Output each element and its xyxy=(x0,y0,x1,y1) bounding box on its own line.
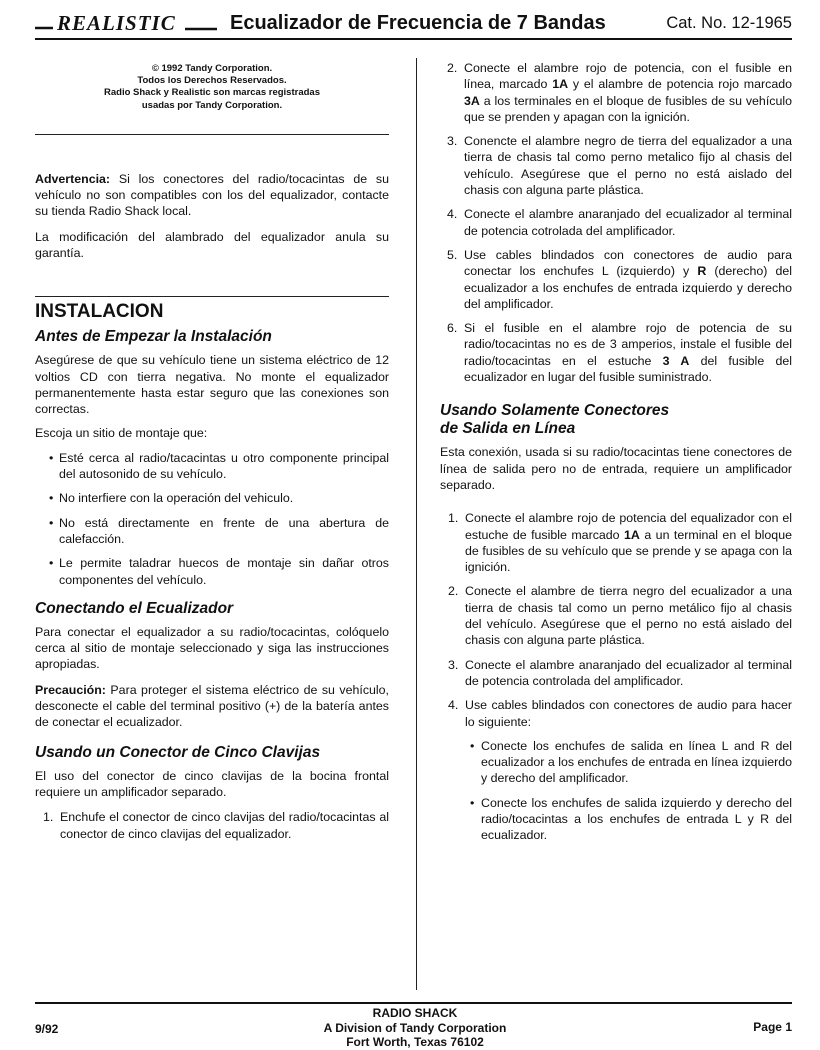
copyright-line: © 1992 Tandy Corporation. xyxy=(151,63,273,74)
step-text: Conecte el alambre anaranjado del ecualizador al terminal de potencia cotrolada del amplificador. xyxy=(464,207,792,238)
footer-line: Fort Worth, Texas 76102 xyxy=(346,1035,484,1049)
step-number: 2. xyxy=(447,61,458,75)
list-item xyxy=(35,515,389,548)
linea-heading-line: Usando Solamente Conectores xyxy=(440,402,670,420)
realistic-logo xyxy=(35,12,217,36)
copyright-line: Radio Shack y Realistic son marcas registradas xyxy=(104,87,320,99)
page-number: Page 1 xyxy=(753,1020,792,1034)
step-text: Conencte el alambre negro de tierra del equalizador a una tierra de chasis tal como perno metalico fijo al chasis del vehículo. Asegúrese que el perno no está aislado del chasis con alguna parte plástica. xyxy=(464,134,792,198)
precaucion-text: Para proteger el sistema eléctrico de su vehículo, desconecte el cable del terminal positivo (+) de la batería antes de conectar el ecualizador. xyxy=(35,682,389,730)
bullet-text: Conecte los enchufes de salida izquierdo y derecho del radio/tocacintas a los enchufes de entrada L y R del ecualizador. xyxy=(481,795,792,843)
step-text-bold: 1A xyxy=(624,527,640,542)
conectando-paragraph: Para conectar el equalizador a su radio/tocacintas, colóquelo cerca al sitio de montaje seleccionado y siga las instrucciones apropiadas. xyxy=(35,624,389,672)
step-number: 5. xyxy=(447,247,458,262)
numbered-step xyxy=(440,320,792,385)
conectando-heading: Conectando el Ecualizador xyxy=(35,599,234,617)
numbered-step xyxy=(440,657,792,690)
advertencia-paragraph xyxy=(35,171,389,220)
montaje-intro: Escoja un sitio de montaje que: xyxy=(35,426,208,441)
bullet-text: Conecte los enchufes de salida en línea L and R del ecualizador a los enchufes de entrada en línea izquierdo y derecho del amplificador. xyxy=(481,738,792,786)
page-title: Ecualizador de Frecuencia de 7 Bandas xyxy=(230,12,606,34)
step-text: a los terminales en el bloque de fusibles de su vehículo que se prenden y apagan con la ignición. xyxy=(464,93,792,124)
step-number: 4. xyxy=(448,698,459,713)
bullet-marker: • xyxy=(49,556,54,571)
list-item xyxy=(35,555,389,588)
left-column xyxy=(35,58,389,842)
bullet-marker: • xyxy=(49,450,54,465)
header-rule xyxy=(35,38,792,40)
footer-line: A Division of Tandy Corporation xyxy=(323,1020,507,1035)
column-divider xyxy=(416,58,417,990)
precaucion-paragraph xyxy=(35,682,389,731)
linea-heading-line: de Salida en Línea xyxy=(440,420,576,438)
numbered-step xyxy=(440,247,792,312)
step-number: 1. xyxy=(448,511,459,526)
numbered-step xyxy=(440,60,792,125)
linea-heading xyxy=(440,402,792,438)
list-item xyxy=(35,450,389,483)
copyright-line: Todos los Derechos Reservados. xyxy=(137,75,287,87)
step-text: Enchufe el conector de cinco clavijas del radio/tocacintas al conector de cinco clavijas del equalizador. xyxy=(60,810,389,841)
garantia-note: La modificación del alambrado del equalizador anula su garantía. xyxy=(35,229,389,260)
cinco-clavijas-paragraph: El uso del conector de cinco clavijas de la bocina frontal requiere un amplificador separado. xyxy=(35,768,389,799)
step-number: 6. xyxy=(447,321,458,336)
bullet-text: Le permite taladrar huecos de montaje sin dañar otros componentes del vehículo. xyxy=(59,556,389,587)
advertencia-text: Si los conectores del radio/tocacintas de su vehículo no son compatibles con los del equalizador, contacte su tienda Radio Shack local. xyxy=(35,171,389,219)
page-header xyxy=(35,6,792,40)
step-number: 1. xyxy=(43,810,54,825)
step-number: 4. xyxy=(447,207,458,222)
step-text: Conecte el alambre de tierra negro del ecualizador a una tierra de chasis tal como un perno metálico fijo al chasis del vehículo. Asegúrese que el perno no está aislado del chasis con alguna parte plástica. xyxy=(465,584,792,648)
footer-rule xyxy=(35,1002,792,1004)
bullet-text: No interfiere con la operación del vehiculo. xyxy=(59,491,294,506)
cinco-clavijas-heading: Usando un Conector de Cinco Clavijas xyxy=(35,743,321,761)
step-text: Use cables blindados con conectores de audio para hacer lo siguiente: xyxy=(465,698,792,729)
numbered-step xyxy=(440,583,792,648)
step-text-bold: 1A xyxy=(552,77,569,92)
section-rule xyxy=(35,296,389,297)
right-column xyxy=(440,58,792,844)
step-text: Conecte el alambre rojo de potencia, con el fusible en línea, marcado xyxy=(464,61,792,92)
advertencia-label: Advertencia: xyxy=(35,171,111,186)
step-text: Conecte el alambre rojo de potencia del equalizador con el estuche de fusible marcado xyxy=(465,511,792,542)
step-number: 2. xyxy=(448,584,459,599)
numbered-step xyxy=(35,809,389,842)
step-text: Conecte el alambre anaranjado del ecualizador al terminal de potencia controlada del amplificador. xyxy=(465,657,792,688)
linea-paragraph: Esta conexión, usada si su radio/tocacintas tiene conectores de línea de salida pero no de entrada, requiere un amplificador separado. xyxy=(440,445,792,492)
numbered-step xyxy=(440,697,792,730)
footer-date: 9/92 xyxy=(35,1022,59,1036)
step-text-bold: R xyxy=(697,264,707,279)
bullet-text: No está directamente en frente de una abertura de calefacción. xyxy=(59,515,389,546)
step-text: y el alambre de potencia rojo marcado xyxy=(568,77,793,92)
list-item xyxy=(440,738,792,787)
step-text: Use cables blindados con conectores de audio para conectar los enchufes L (izquierdo) y xyxy=(464,247,792,279)
section-rule xyxy=(35,134,389,135)
footer-publisher xyxy=(250,1006,580,1050)
bullet-marker: • xyxy=(49,515,54,530)
copyright-notice xyxy=(35,63,389,112)
bullet-text: Esté cerca al radio/tacacintas u otro componente principal del autosonido de su vehículo. xyxy=(59,450,389,482)
bullet-marker: • xyxy=(470,738,475,753)
numbered-step xyxy=(440,133,792,198)
step-text: (derecho) del ecualizador a los enchufes de entrada izquierdo y derecho del amplificador. xyxy=(464,264,792,311)
catalog-number: Cat. No. 12-1965 xyxy=(666,14,792,32)
list-item xyxy=(35,490,389,506)
step-text: del fusible del ecualizador en lugar del fusible suministrado. xyxy=(464,353,793,385)
footer-line: RADIO SHACK xyxy=(372,1006,458,1020)
step-text-bold: 3A xyxy=(464,93,480,108)
step-text-bold: 3 A xyxy=(662,353,690,368)
step-text: Si el fusible en el alambre rojo de potencia de su radio/tocacintas no es de 3 amperios, instale el fusible del radio/tocacintas en el estuche xyxy=(464,321,792,368)
logo-text: REALISTIC xyxy=(57,11,176,35)
instalacion-heading: INSTALACION xyxy=(35,301,164,323)
step-number: 3. xyxy=(447,134,458,149)
step-number: 3. xyxy=(448,657,459,672)
step-text: a un terminal en el bloque de fusibles de su vehículo que se prende y se apaga con la ignición. xyxy=(465,527,792,575)
antes-paragraph: Asegúrese de que su vehículo tiene un sistema eléctrico de 12 voltios CD con tierra negativa. No monte el equalizador permanentemente hasta estar seguro que las conexiones son correctas. xyxy=(35,353,389,417)
numbered-step xyxy=(440,510,792,575)
list-item xyxy=(440,795,792,844)
precaucion-label: Precaución: xyxy=(35,682,106,697)
bullet-marker: • xyxy=(470,795,475,810)
antes-heading: Antes de Empezar la Instalación xyxy=(35,328,272,346)
copyright-line: usadas por Tandy Corporation. xyxy=(141,99,283,111)
numbered-step xyxy=(440,206,792,239)
bullet-marker: • xyxy=(49,491,54,506)
